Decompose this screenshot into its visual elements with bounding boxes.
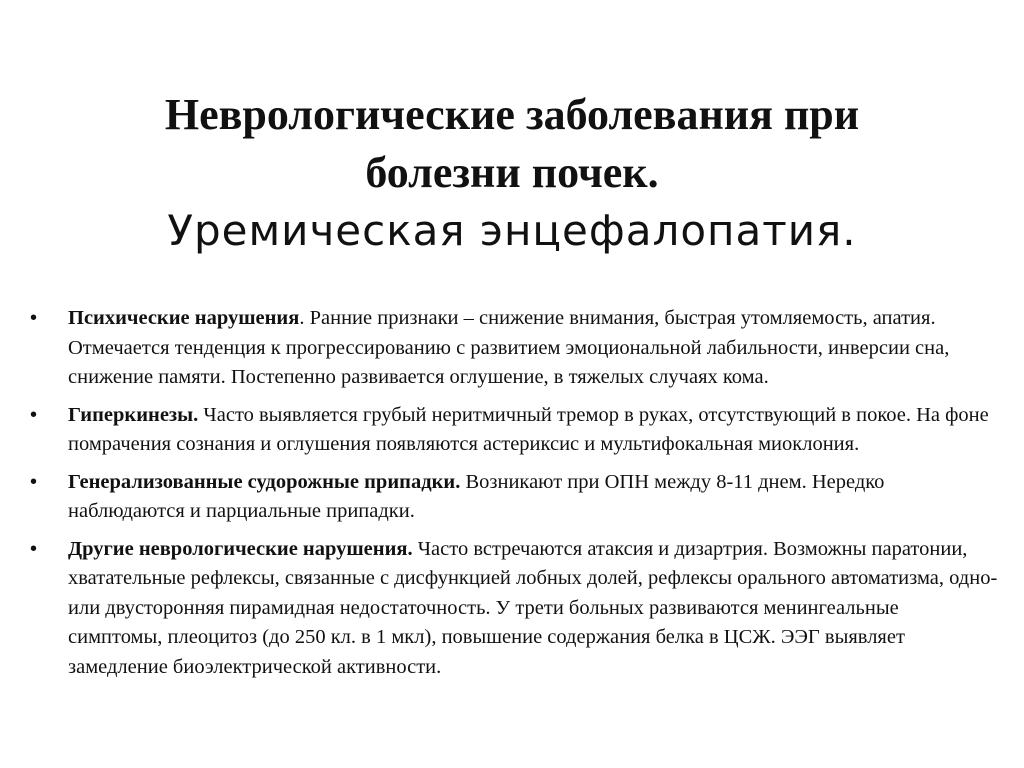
title-line-2: болезни почек. [365, 148, 659, 197]
bullet-item-seizures [30, 468, 998, 527]
bullet-dot-icon: • [30, 307, 38, 329]
subtitle-line: Уремическая энцефалопатия. [167, 206, 857, 255]
bullet-text: Часто выявляется грубый неритмичный тремор в руках, отсутствующий в покое. На фоне помрачения сознания и оглушения появляются астериксис и мультифокальная миоклония. [68, 403, 989, 455]
bullet-dot-icon: • [30, 403, 38, 426]
bullet-item-mental [30, 304, 998, 393]
bullet-heading: Генерализованные судорожные припадки. [68, 470, 461, 493]
bullet-list [30, 304, 998, 690]
bullet-text: Возникают при ОПН между 8-11 днем. Нередко наблюдаются и парциальные припадки. [68, 470, 885, 522]
bullet-item-hyperkinesis [30, 401, 998, 460]
title-line-1: Неврологические заболевания при [164, 90, 860, 139]
bullet-text: Часто встречаются атаксия и дизартрия. Возможны паратонии, хватательные рефлексы, связанные с дисфункцией лобных долей, рефлексы орального автоматизма, одно- или двусторонняя пирамидная недостаточность. У трети больных развиваются менингеальные симптомы, плеоцитоз (до 250 кл. в 1 мкл), повышение содержания белка в ЦСЖ. ЭЭГ выявляет замедление биоэлектрической активности. [68, 537, 998, 678]
bullet-text: . Ранние признаки – снижение внимания, быстрая утомляемость, апатия. Отмечается тенденция к прогрессированию с развитием эмоциональной лабильности, инверсии сна, снижение памяти. Постепенно развивается оглушение, в тяжелых случаях кома. [68, 307, 950, 388]
slide-title [0, 86, 1024, 260]
bullet-heading: Психические нарушения [68, 307, 300, 329]
bullet-heading: Гиперкинезы. [68, 403, 199, 426]
bullet-item-other [30, 535, 998, 683]
bullet-dot-icon: • [30, 537, 38, 560]
bullet-heading: Другие неврологические нарушения. [68, 537, 413, 560]
bullet-dot-icon: • [30, 470, 38, 493]
